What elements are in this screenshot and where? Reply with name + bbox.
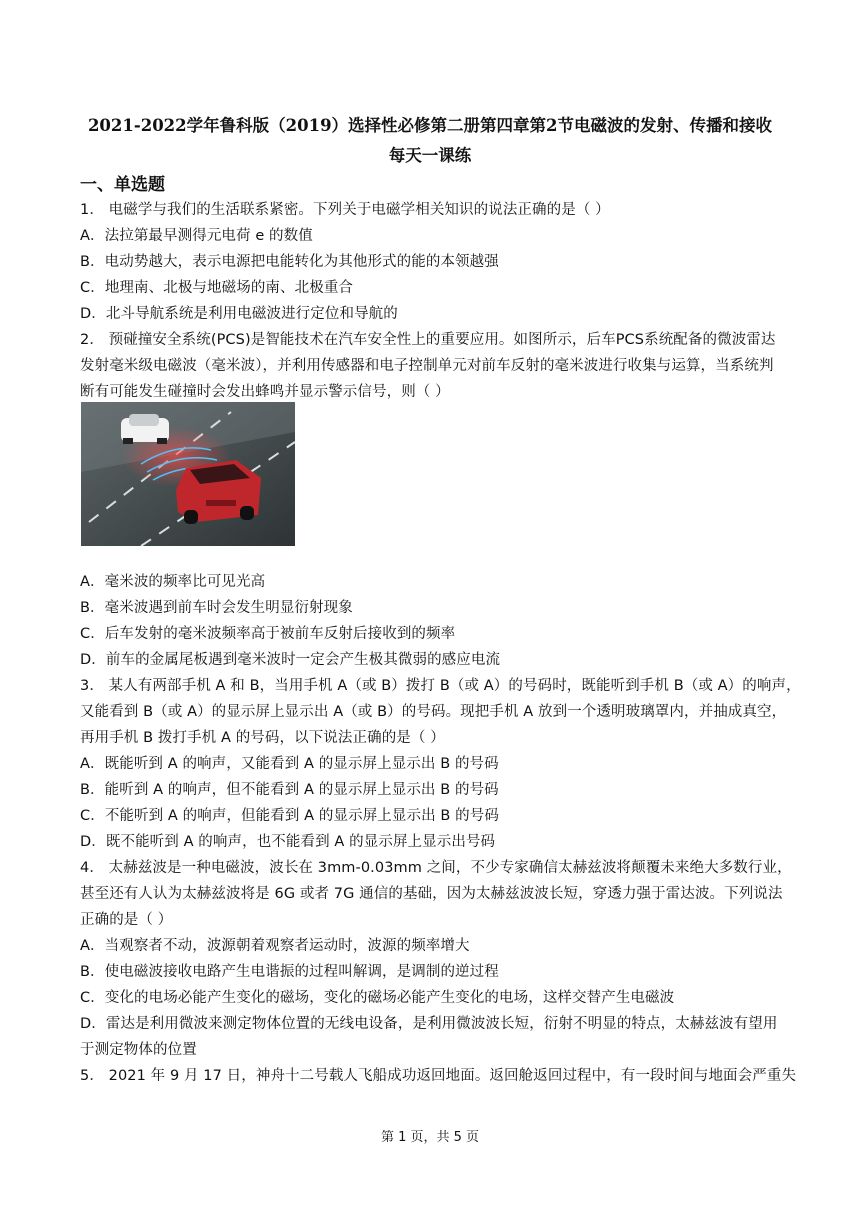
q4-option-b: B．使电磁波接收电路产生电谐振的过程叫解调，是调制的逆过程 xyxy=(80,964,499,980)
q3-option-c: C．不能听到 A 的响声，但能看到 A 的显示屏上显示出 B 的号码 xyxy=(80,808,499,824)
q2-stem-line3: 断有可能发生碰撞时会发出蜂鸣并显示警示信号，则（ ） xyxy=(80,384,450,400)
doc-title-line1: 2021-2022学年鲁科版（2019）选择性必修第二册第四章第2节电磁波的发射、传播和接收 xyxy=(87,116,773,135)
q4-stem-line3: 正确的是（ ） xyxy=(80,912,173,928)
q1-option-d: D．北斗导航系统是利用电磁波进行定位和导航的 xyxy=(80,306,398,322)
q4-option-a: A．当观察者不动，波源朝着观察者运动时，波源的频率增大 xyxy=(80,938,470,954)
q1-stem: 1． 电磁学与我们的生活联系紧密。下列关于电磁学相关知识的说法正确的是（ ） xyxy=(80,202,610,218)
q2-option-a: A．毫米波的频率比可见光高 xyxy=(80,574,266,590)
q4-option-d-line1: D．雷达是利用微波来测定物体位置的无线电设备，是利用微波波长短，衍射不明显的特点，太赫兹波有望用 xyxy=(80,1016,778,1032)
doc-title-line2: 每天一课练 xyxy=(388,146,472,165)
q2-stem-line2: 发射毫米级电磁波（毫米波），并利用传感器和电子控制单元对前车反射的毫米波进行收集与运算，当系统判 xyxy=(80,358,774,374)
section-heading: 一、单选题 xyxy=(80,175,165,195)
q1-option-c: C．地理南、北极与地磁场的南、北极重合 xyxy=(80,280,354,296)
q3-stem-line3: 再用手机 B 拨打手机 A 的号码，以下说法正确的是（ ） xyxy=(80,730,445,746)
q3-stem-line1: 3． 某人有两部手机 A 和 B，当用手机 A（或 B）拨打 B（或 A）的号码时，既能听到手机 B（或 A）的响声， xyxy=(80,678,801,694)
q2-stem-line1: 2． 预碰撞安全系统(PCS)是智能技术在汽车安全性上的重要应用。如图所示，后车PCS系统配备的微波雷达 xyxy=(80,332,776,348)
q2-option-c: C．后车发射的毫米波频率高于被前车反射后接收到的频率 xyxy=(80,626,456,642)
q4-option-c: C．变化的电场必能产生变化的磁场，变化的磁场必能产生变化的电场，这样交替产生电磁波 xyxy=(80,990,675,1006)
q4-stem-line1: 4． 太赫兹波是一种电磁波，波长在 3mm-0.03mm 之间，不少专家确信太赫兹波将颠覆未来绝大多数行业， xyxy=(80,860,792,876)
q5-stem-line1: 5． 2021 年 9 月 17 日，神舟十二号载人飞船成功返回地面。返回舱返回过程中，有一段时间与地面会严重失 xyxy=(80,1068,797,1084)
q3-option-d: D．既不能听到 A 的响声，也不能看到 A 的显示屏上显示出号码 xyxy=(80,834,496,850)
q2-option-d: D．前车的金属尾板遇到毫米波时一定会产生极其微弱的感应电流 xyxy=(80,652,501,668)
q1-option-a: A．法拉第最早测得元电荷 e 的数值 xyxy=(80,228,313,244)
q3-option-a: A．既能听到 A 的响声，又能看到 A 的显示屏上显示出 B 的号码 xyxy=(80,756,499,772)
q1-option-b: B．电动势越大，表示电源把电能转化为其他形式的能的本领越强 xyxy=(80,254,499,270)
page-number: 第 1 页，共 5 页 xyxy=(380,1130,480,1145)
q2-option-b: B．毫米波遇到前车时会发生明显衍射现象 xyxy=(80,600,353,616)
q3-stem-line2: 又能看到 B（或 A）的显示屏上显示出 A（或 B）的号码。现把手机 A 放到一个透明玻璃罩内，并抽成真空， xyxy=(80,704,787,720)
q3-option-b: B．能听到 A 的响声，但不能看到 A 的显示屏上显示出 B 的号码 xyxy=(80,782,499,798)
pcs-car-radar-image xyxy=(81,402,295,546)
q4-option-d-line2: 于测定物体的位置 xyxy=(80,1042,197,1058)
q4-stem-line2: 甚至还有人认为太赫兹波将是 6G 或者 7G 通信的基础，因为太赫兹波波长短，穿透力强于雷达波。下列说法 xyxy=(80,886,783,902)
